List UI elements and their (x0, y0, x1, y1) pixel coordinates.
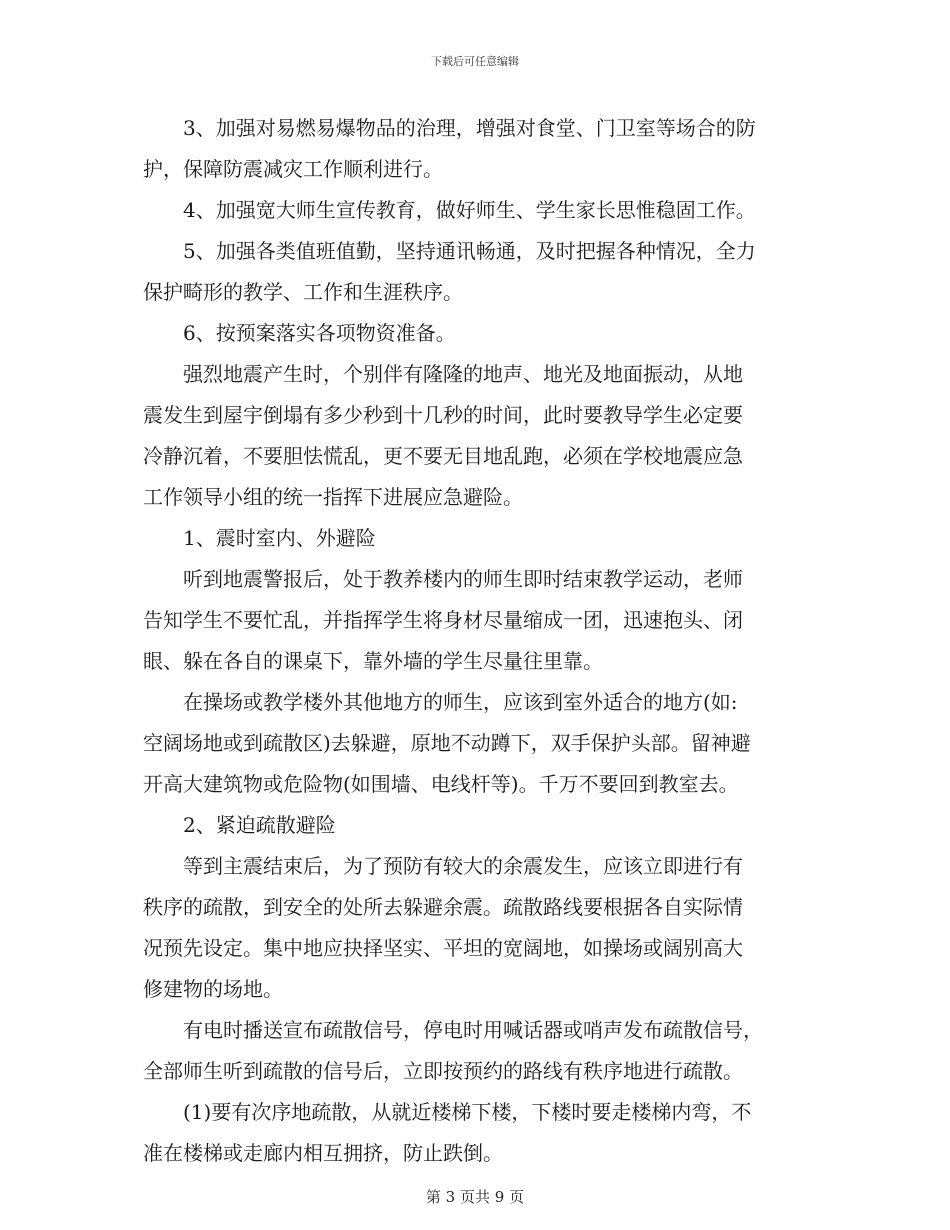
line: 开高大建筑物或危险物(如围墙、电线杆等)。千万不要回到教室去。 (143, 772, 739, 796)
line: 准在楼梯或走廊内相互拥挤，防止跌倒。 (143, 1141, 503, 1165)
line: 眼、躲在各自的课桌下，靠外墙的学生尽量往里靠。 (143, 649, 603, 673)
line: 6、按预案落实各项物资准备。 (183, 321, 456, 345)
page-header: 下载后可任意编辑 (431, 55, 519, 68)
line: 有电时播送宣布疏散信号，停电时用喊话器或哨声发布疏散信号， (183, 1018, 763, 1042)
line: 全部师生听到疏散的信号后，立即按预约的路线有秩序地进行疏散。 (143, 1059, 743, 1083)
page-footer: 第 3 页共 9 页 (425, 1188, 525, 1206)
line: 秩序的疏散，到安全的处所去躲避余震。疏散路线要根据各自实际情 (143, 895, 743, 919)
line: 2、紧迫疏散避险 (183, 813, 336, 837)
line: 4、加强宽大师生宣传教育，做好师生、学生家长思惟稳固工作。 (183, 198, 756, 222)
line: 告知学生不要忙乱，并指挥学生将身材尽量缩成一团，迅速抱头、闭 (143, 608, 743, 632)
line: 听到地震警报后，处于教养楼内的师生即时结束教学运动，老师 (183, 567, 743, 591)
line: 5、加强各类值班值勤，坚持通讯畅通，及时把握各种情况，全力 (183, 239, 756, 263)
line: 修建物的场地。 (143, 977, 283, 1001)
line: (1)要有次序地疏散，从就近楼梯下楼，下楼时要走楼梯内弯，不 (183, 1100, 752, 1124)
line: 1、震时室内、外避险 (183, 526, 376, 550)
line: 保护畸形的教学、工作和生涯秩序。 (143, 280, 463, 304)
line: 震发生到屋宇倒塌有多少秒到十几秒的时间，此时要教导学生必定要 (143, 403, 743, 427)
line: 空阔场地或到疏散区)去躲避，原地不动蹲下，双手保护头部。留神避 (143, 731, 751, 755)
line: 冷静沉着，不要胆怯慌乱，更不要无目地乱跑，必须在学校地震应急 (143, 444, 743, 468)
line: 强烈地震产生时，个别伴有隆隆的地声、地光及地面振动，从地 (183, 362, 743, 386)
line: 护，保障防震减灾工作顺利进行。 (143, 157, 443, 181)
line: 况预先设定。集中地应抉择坚实、平坦的宽阔地，如操场或阔别高大 (143, 936, 743, 960)
document-body (143, 108, 810, 1174)
line: 等到主震结束后，为了预防有较大的余震发生，应该立即进行有 (183, 854, 743, 878)
line: 在操场或教学楼外其他地方的师生，应该到室外适合的地方(如: (183, 690, 738, 714)
line: 3、加强对易燃易爆物品的治理，增强对食堂、门卫室等场合的防 (183, 116, 756, 140)
line: 工作领导小组的统一指挥下进展应急避险。 (143, 485, 523, 509)
